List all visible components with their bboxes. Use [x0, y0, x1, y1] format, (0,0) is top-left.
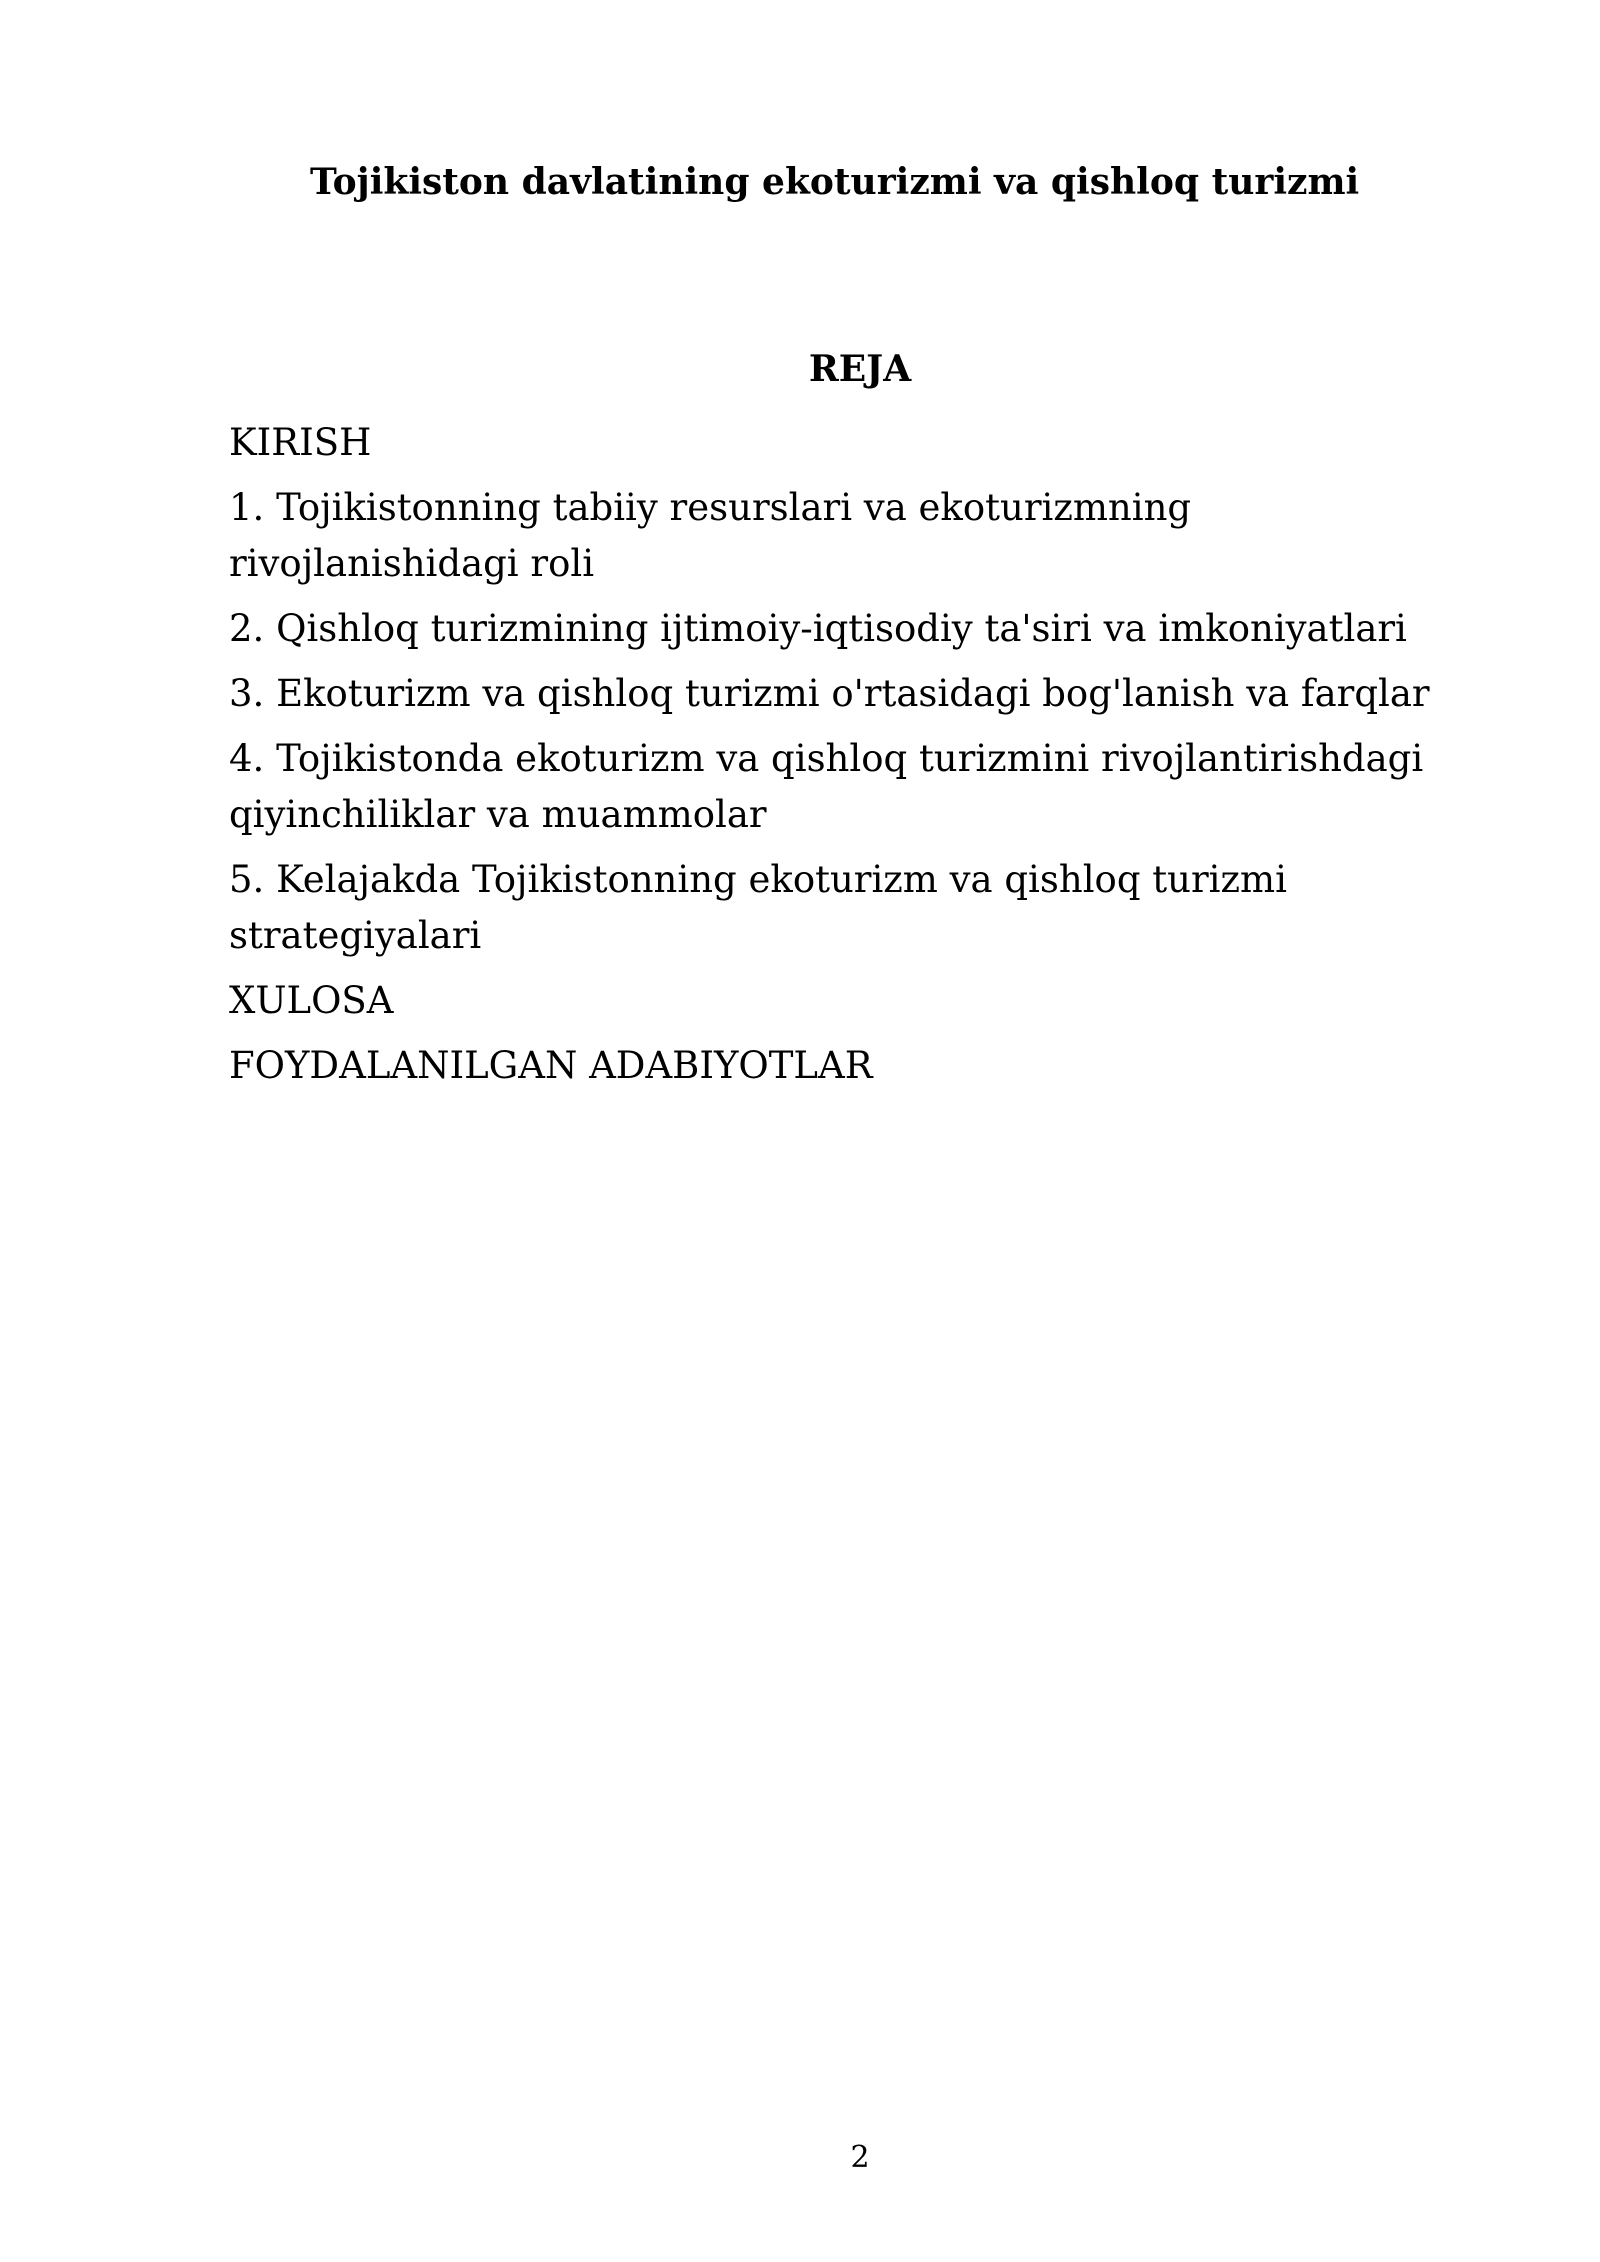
plan-heading: REJA [808, 348, 912, 390]
plan-item-1: 1. Tojikistonning tabiiy resurslari va ekoturizmning rivojlanishidagi roli [229, 486, 1192, 585]
document-title: Tojikiston davlatining ekoturizmi va qishloq turizmi [310, 161, 1360, 203]
plan-item-references: FOYDALANILGAN ADABIYOTLAR [229, 1044, 873, 1087]
page-number: 2 [850, 2140, 870, 2175]
plan-list [229, 415, 1489, 1103]
plan-item-5: 5. Kelajakda Tojikistonning ekoturizm va qishloq turizmi strategiyalari [229, 858, 1287, 957]
plan-item-4: 4. Tojikistonda ekoturizm va qishloq turizmini rivojlantirishdagi qiyinchiliklar va muammolar [229, 737, 1424, 836]
plan-item-introduction: KIRISH [229, 421, 372, 464]
plan-item-3: 3. Ekoturizm va qishloq turizmi o'rtasidagi bog'lanish va farqlar [229, 672, 1430, 715]
plan-item-conclusion: XULOSA [229, 979, 394, 1022]
plan-item-2: 2. Qishloq turizmining ijtimoiy-iqtisodiy ta'siri va imkoniyatlari [229, 607, 1407, 650]
